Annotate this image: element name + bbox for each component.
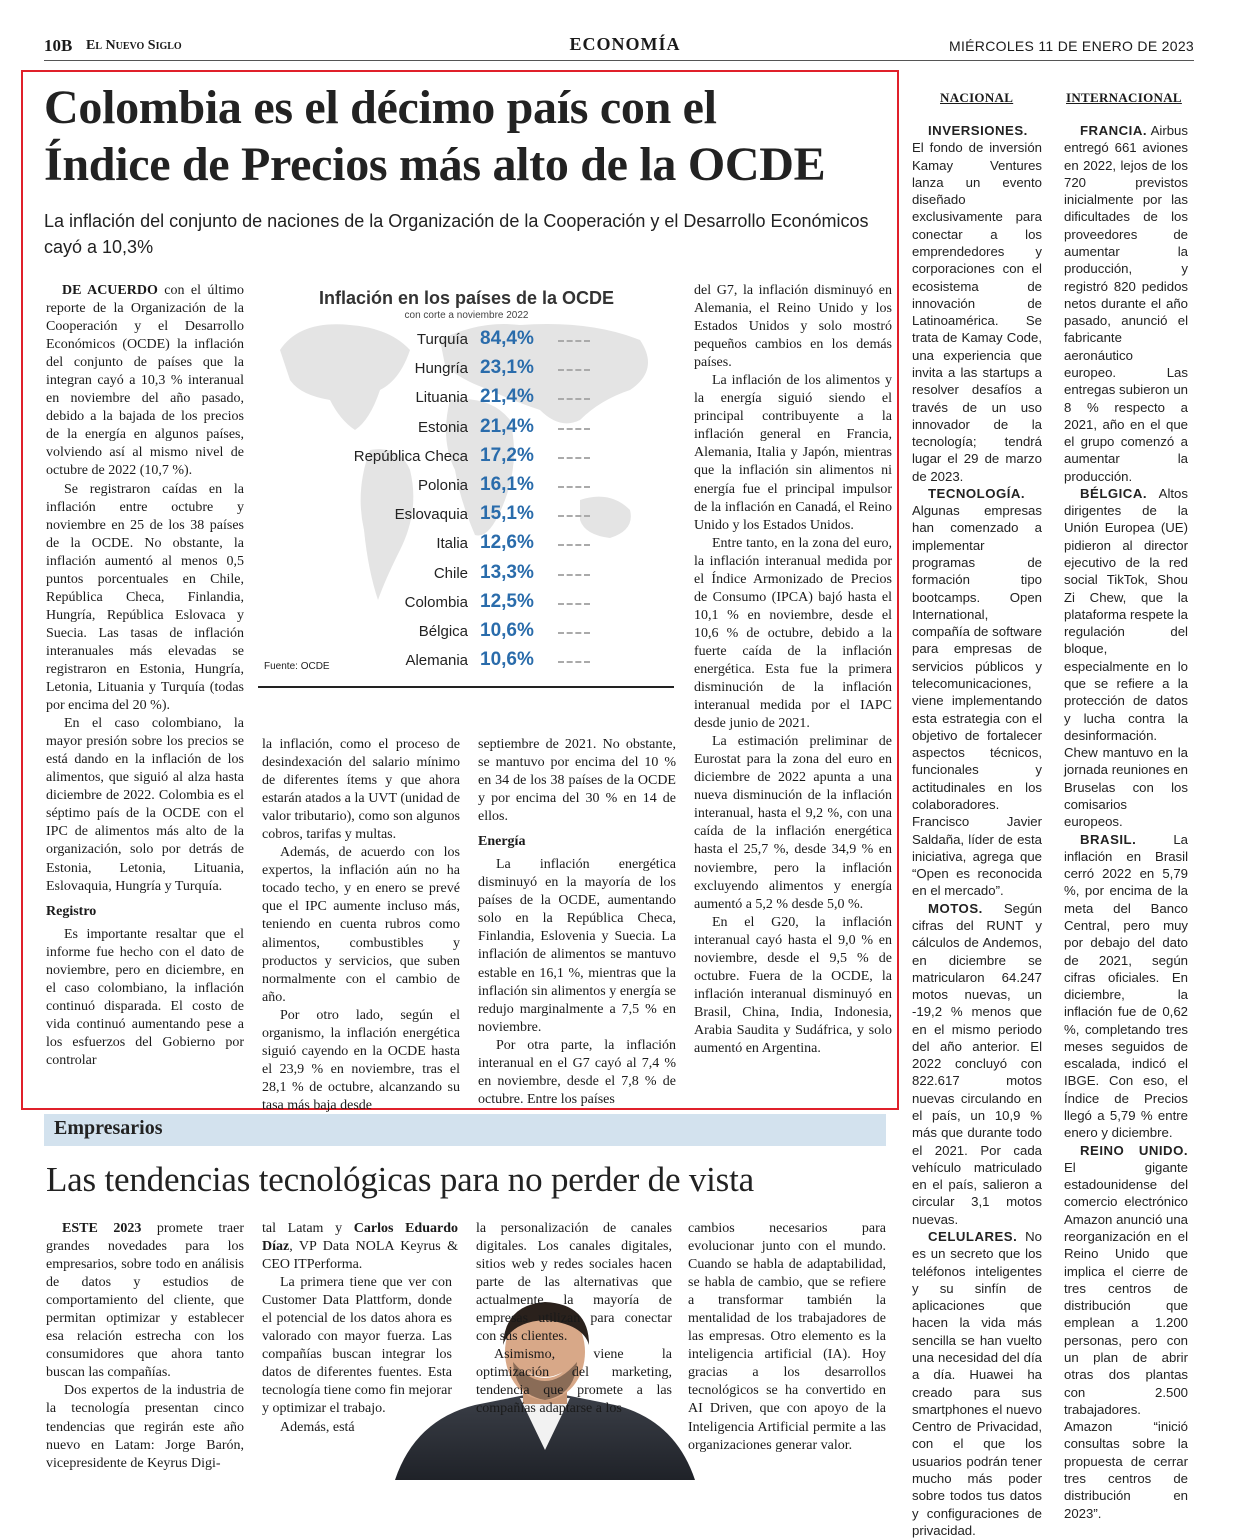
brief-item: REINO UNIDO. El gigante estadounidense del comercio electrónico Amazon anunció una reorganización en el Reino Unido que implica el cierre de tres centros de distribución que emplean a 1.200 personas, pero con un plan de abrir otras dos plantas con 2.500 trabajadores. Amazon “inició consultas sobre la propuesta de cerrar tres centros de distribución en 2023”. — [1064, 1142, 1188, 1521]
chart-dash-leader — [558, 340, 590, 342]
brief-item: CELULARES. No es un secreto que los teléfonos inteligentes y su sinfín de aplicaciones que hacen la vida más sencilla se han vuelto una necesidad del día a día. Huawei ha creado para sus smartphones el nuevo Centro de Privacidad, con el que los usuarios podrán tener mucho más poder sobre todos tus datos y configuraciones de privacidad. — [912, 1229, 1042, 1538]
second-column-4 — [688, 1220, 886, 1455]
paragraph: Además, está — [280, 1419, 355, 1435]
chart-row — [300, 619, 600, 648]
article-headline — [44, 80, 894, 193]
brief-item: FRANCIA. Airbus entregó 661 aviones en 2022, lejos de los 720 previstos inicialmente por las dificultades de los proveedores de aumentar la producción, y registró 820 pedidos netos durante el año pasado, anunció el fabricante aeronáutico europeo. Las entregas subieron un 8 % respecto a 2021, año en el que el grupo comenzó a aumentar la producción. — [1064, 123, 1188, 484]
chart-value-label: 21,4% — [480, 386, 534, 408]
article-column-1 — [46, 282, 244, 1070]
chart-value-label: 12,5% — [480, 590, 534, 612]
chart-category-label: Lituania — [415, 389, 468, 407]
chart-category-label: Chile — [433, 564, 468, 582]
chart-dash-leader — [558, 574, 590, 576]
chart-dash-leader — [558, 603, 590, 605]
lead-caps: DE ACUERDO — [62, 283, 158, 298]
chart-value-label: 15,1% — [480, 503, 534, 525]
chart-value-label: 16,1% — [480, 474, 534, 495]
brief-item: BÉLGICA. Altos dirigentes de la Unión Europea (UE) pidieron al director ejecutivo de la red social TikTok, Shou Zi Chew, que la plataforma respete la regulación del bloque, especialmente en lo que se refiere a la protección de datos y lucha contra la desinformación. Chew mantuvo en la jornada reuniones en Bruselas con los comisarios europeos. — [1064, 485, 1188, 830]
chart-rule — [258, 686, 674, 688]
second-column-3 — [476, 1220, 672, 1419]
paragraph: DE ACUERDO con el último reporte de la Organización de la Cooperación y el Desarrollo Económicos (OCDE) la inflación del conjunto de países que la integran cayó a 10,3 % interanual en noviembre del año pasado, debido a la bajada de los precios de la energía en algunos países, volviendo así al mismo nivel de octubre de 2022 (10,7 %). — [46, 283, 244, 479]
headline-line-1: Colombia es el décimo país con el — [44, 81, 717, 134]
kicker-label: Empresarios — [54, 1117, 163, 1139]
second-headline: Las tendencias tecnológicas para no perder de vista — [46, 1160, 754, 1199]
article-column-2 — [262, 736, 460, 1115]
chart-row — [300, 531, 600, 560]
paragraph: la personalización de canales digitales. Los canales digitales, sitios web y redes sociales hacen parte de las alternativas que actualmente la mayoría de empresas utilizan para conectar con sus clientes. — [476, 1221, 672, 1345]
chart-dash-leader — [558, 369, 590, 371]
headline-line-2: Índice de Precios más alto de la OCDE — [44, 137, 826, 191]
page-number: 10B — [44, 36, 73, 55]
chart-dash-leader — [558, 486, 590, 488]
paragraph: En el G20, la inflación interanual cayó hasta el 9,0 % en noviembre, desde el 9,5 % de octubre. Fuera de la OCDE, la inflación interanual disminuyó en Brasil, China, India, Indonesia, Arabia Saudita y Sudáfrica, y solo aumentó en Argentina. — [694, 914, 892, 1056]
chart-row — [300, 502, 600, 531]
chart-dash-leader — [558, 515, 590, 517]
article-column-4 — [694, 282, 892, 1058]
paragraph: En el caso colombiano, la mayor presión sobre los precios se está dando en la inflación de los alimentos, que siguió al alza hasta diciembre de 2022. Colombia es el séptimo país de la OCDE con el IPC de alimentos más alto de la organización, solo por detrás de Estonia, Letonia, Lituania, Eslovaquia, Hungría y Turquía. — [46, 716, 244, 894]
paragraph: Por otro lado, según el organismo, la inflación energética siguió cayendo en la OCDE hasta el 23,9 % en noviembre, tras el 28,1 % de octubre, alcanzando su tasa más baja desde — [262, 1007, 460, 1113]
paragraph: Además, de acuerdo con los expertos, la inflación aún no ha tocado techo, y en enero se prevé que el IPC aumente incluso más, teniendo en cuenta rubros como alimentos, combustibles y productos y servicios, que suben normalmente con el cambio de año. — [262, 845, 460, 1005]
brief-item: BRASIL. La inflación en Brasil cerró 2022 en 5,79 %, por encima de la meta del Banco Central, pero muy por debajo del dato de 2021, según cifras oficiales. En diciembre, la inflación fue de 0,62 %, completando tres meses seguidos de escalada, indicó el IBGE. Con eso, el Índice de Precios llegó a 5,79 % entre enero y diciembre. — [1064, 831, 1188, 1141]
paragraph: La inflación energética disminuyó en la mayoría de los países de la OCDE, aumentando solo en la República Checa, Finlandia, Eslovenia y Suecia. La inflación de alimentos se mantuvo estable en 16,1 %, mientras que la inflación sin alimentos y energía se redujo marginalmente a 7,5 % en noviembre. — [478, 857, 676, 1035]
chart-category-label: Hungría — [414, 360, 468, 378]
paragraph: del G7, la inflación disminuyó en Alemania, el Reino Unido y los Estados Unidos y solo mostró pequeños cambios en los demás países. — [694, 283, 892, 371]
paragraph: Es importante resaltar que el informe fue hecho con el dato de noviembre, pero en diciembre, en el caso colombiano, la inflación continuó disparada. El costo de vida continuó aumentando pese a los esfuerzos del Gobierno por controlar — [46, 926, 244, 1068]
chart-value-label: 21,4% — [480, 415, 534, 437]
brief-item: MOTOS. Según cifras del RUNT y cálculos de Andemos, en diciembre se matricularon 64.247 motos nuevas, un -19,2 % menos que en el mismo periodo del año anterior. El 2022 concluyó con 822.617 motos nuevas circulando en el país, un 10,9 % más que durante todo el 2021. Por cada vehículo matriculado en el país, salieron a circular 3,1 motos nuevas. — [912, 900, 1042, 1227]
chart-category-label: Bélgica — [418, 623, 468, 640]
sidebar-internacional — [1064, 122, 1188, 1522]
article-deck: La inflación del conjunto de naciones de la Organización de la Cooperación y el Desarrollo Económicos cayó a 10,3% — [44, 211, 869, 258]
chart-subtitle: con corte a noviembre 2022 — [404, 310, 529, 321]
paragraph: tal Latam y Carlos Eduardo Díaz, VP Data NOLA Keyrus & CEO ITPerforma. — [262, 1221, 458, 1273]
paragraph: Se registraron caídas en la inflación entre octubre y noviembre en 25 de los 38 países de la OCDE. No obstante, la inflación aumentó al menos 0,5 puntos porcentuales en Chile, República Checa, Finlandia, Hungría, República Eslovaca y Suecia. Las tasas de inflación interanuales más elevadas se registraron en Estonia, Hungría, Letonia, Lituania y Turquía (todas por encima del 20 %). — [46, 481, 244, 714]
paragraph: Asimismo, viene la optimización del marketing, tendencia que promete a las compañías adaptarse a los — [476, 1347, 672, 1417]
chart-value-label: 84,4% — [480, 328, 534, 349]
chart-title: Inflación en los países de la OCDE — [318, 288, 615, 308]
paragraph: cambios necesarios para evolucionar junto con el mundo. Cuando se habla de adaptabilidad, se habla de cambio, que se refiere a transformar también la mentalidad de los trabajadores de las empresas. Otro elemento es la inteligencia artificial (IA). Hoy gracias a los desarrollos tecnológicos se ha convertido en AI Driven, que con apoyo de la Inteligencia Artificial permite a las organizaciones generar valor. — [688, 1221, 886, 1453]
chart-dash-leader — [558, 457, 590, 459]
chart-value-label: 10,6% — [480, 649, 534, 671]
section-title: ECONOMÍA — [569, 34, 681, 54]
chart-value-label: 12,6% — [480, 532, 534, 554]
chart-dash-leader — [558, 661, 590, 663]
paragraph: Dos expertos de la industria de la tecnología presentan cinco tendencias que regirán este año nuevo en Latam: Jorge Barón, vicepresidente de Keyrus Digi- — [46, 1383, 244, 1471]
sidebar-nacional-title: NACIONAL — [940, 90, 1014, 105]
brief-item: TECNOLOGÍA. Algunas empresas han comenzado a implementar programas de formación tipo bootcamps. Open International, compañía de software para empresas de servicios públicos y telecomunicaciones, viene implementando esta estrategia con el objetivo de fortalecer aspectos técnicos, funcionales y actitudinales en los colaboradores. Francisco Javier Saldaña, líder de esta iniciativa, agrega que “Open es reconocida en el mercado”. — [912, 485, 1042, 899]
brief-item: INVERSIONES. El fondo de inversión Kamay Ventures lanza un evento diseñado exclusivamente para conectar a los emprendedores y corporaciones con el ecosistema de innovación de Latinoamérica. Se trata de Kamay Code, una experiencia que invita a las startups a resolver desafíos a través de un uso innovador de la tecnología; tendrá lugar el 29 de marzo de 2023. — [912, 123, 1042, 484]
chart-category-label: Colombia — [404, 593, 468, 611]
chart-value-label: 17,2% — [480, 444, 534, 466]
second-column-1 — [46, 1220, 244, 1473]
chart-category-label: Polonia — [417, 477, 468, 494]
chart-row — [300, 327, 600, 356]
issue-date: MIÉRCOLES 11 DE ENERO DE 2023 — [949, 38, 1194, 54]
paragraph: ESTE 2023 promete traer grandes novedades para los empresarios, sobre todo en análisis de datos y estudios de comportamiento del cliente, que permitan optimizar y establecer esa relación estrecha con los consumidores que ahora tanto buscan las compañías. — [46, 1221, 244, 1381]
chart-row — [300, 415, 600, 444]
chart-row — [300, 444, 600, 473]
paragraph: Por otra parte, la inflación interanual en el G7 cayó al 7,4 % en noviembre, desde el 7,8 % de octubre. Entre los países — [478, 1037, 676, 1107]
chart-dash-leader — [558, 428, 590, 430]
sidebar-internacional-title: INTERNACIONAL — [1066, 90, 1182, 105]
chart-value-label: 23,1% — [480, 357, 534, 379]
subheading: Registro — [46, 903, 97, 919]
paragraph: La estimación preliminar de Eurostat para la zona del euro en diciembre de 2022 apunta a una nueva disminución de la inflación interanual, hasta el 9,2 %, con una caída de la inflación energética hasta el 25,7 %, desde 34,9 % en noviembre, pero la inflación excluyendo alimentos y energía aumentó a 5,2 % desde 5,0 %. — [694, 734, 892, 912]
newspaper-name: El Nuevo Siglo — [86, 38, 182, 53]
paragraph: La primera tiene que ver con Customer Data Plattform, donde el potencial de los datos ahora es valorado con mayor fuerza. Las compañías buscan integrar los datos de diferentes fuentes. Esta tecnología tiene como fin mejorar y optimizar el trabajo. — [262, 1275, 452, 1417]
chart-value-label: 10,6% — [480, 620, 534, 641]
chart-source: Fuente: OCDE — [264, 661, 330, 672]
sidebar-nacional — [912, 122, 1042, 1539]
subheading: Energía — [478, 834, 526, 850]
paragraph: septiembre de 2021. No obstante, se mantuvo por encima del 10 % en 34 de los 38 países de la OCDE y por encima del 30 % en 14 de ellos. — [478, 737, 676, 825]
chart-category-label: Eslovaquia — [394, 506, 468, 524]
chart-value-label: 13,3% — [480, 561, 534, 583]
header-rule — [44, 60, 1194, 61]
chart-dash-leader — [558, 398, 590, 400]
chart-category-label: Estonia — [417, 418, 468, 436]
paragraph: La inflación de los alimentos y la energía siguió siendo el principal contribuyente a la inflación general en Francia, Alemania, Italia y Japón, mientras que la inflación sin alimentos ni energía fue el principal impulsor de la inflación en Canadá, el Reino Unido y los Estados Unidos. — [694, 373, 892, 533]
paragraph: Entre tanto, en la zona del euro, la inflación interanual medida por el Índice Armonizado de Precios de Consumo (IPCA) bajó hasta el 10,1 % en noviembre, desde el 10,6 % de octubre, debido a la fuerte caída de la inflación energética. Esta fue la primera disminución de la inflación interanual medida por el IAPC desde junio de 2021. — [694, 535, 892, 732]
chart-row — [300, 385, 600, 414]
chart-dash-leader — [558, 632, 590, 634]
chart-category-label: República Checa — [353, 447, 468, 465]
chart-category-label: Alemania — [405, 652, 468, 670]
chart-category-label: Turquía — [416, 331, 468, 348]
chart-row — [300, 356, 600, 385]
chart-dash-leader — [558, 544, 590, 546]
chart-row — [300, 561, 600, 590]
article-column-3 — [478, 736, 676, 1109]
chart-row — [300, 648, 600, 677]
kicker-band — [44, 1114, 886, 1146]
chart-category-label: Italia — [436, 535, 468, 553]
paragraph: la inflación, como el proceso de desindexación del salario mínimo de diferentes ítems y que ahora estarán atados a la UVT (unidad de valor tributario), como son algunos cobros, tarifas y multas. — [262, 737, 460, 843]
chart-row — [300, 473, 600, 502]
chart-row — [300, 590, 600, 619]
